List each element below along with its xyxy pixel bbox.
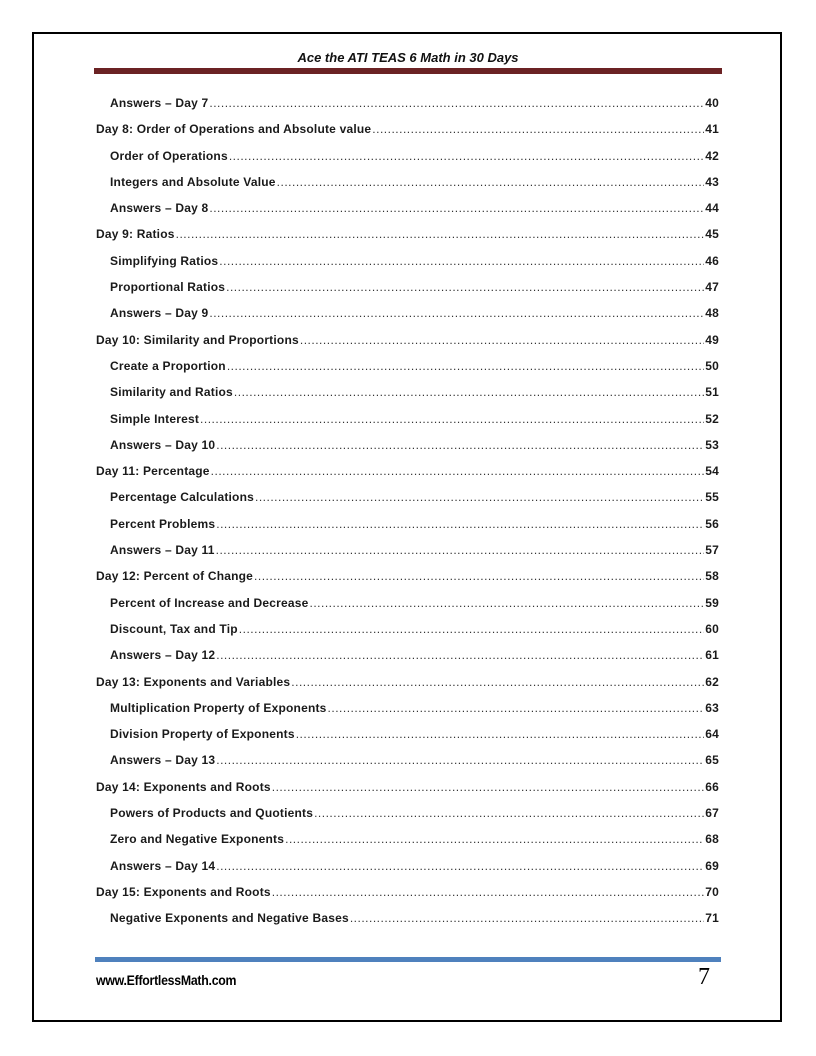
toc-entry-page: 45 <box>705 227 719 242</box>
toc-entry-page: 47 <box>705 280 719 295</box>
toc-entry-title: Percent of Increase and Decrease <box>110 595 309 610</box>
toc-entry-title: Answers – Day 11 <box>110 543 215 558</box>
toc-dot-leader <box>234 385 704 399</box>
toc-section-entry[interactable] <box>96 701 719 727</box>
toc-dot-leader <box>200 412 704 426</box>
table-of-contents <box>96 96 719 938</box>
toc-dot-leader <box>176 227 705 241</box>
toc-chapter-entry[interactable] <box>96 885 719 911</box>
toc-dot-leader <box>285 832 704 846</box>
toc-entry-page: 49 <box>705 332 719 347</box>
toc-entry-page: 64 <box>705 727 719 742</box>
toc-dot-leader <box>219 254 704 268</box>
toc-entry-title: Day 14: Exponents and Roots <box>96 779 271 794</box>
toc-entry-page: 67 <box>705 806 719 821</box>
toc-entry-title: Answers – Day 9 <box>110 306 209 321</box>
toc-section-entry[interactable] <box>96 306 719 332</box>
toc-section-entry[interactable] <box>96 149 719 175</box>
toc-dot-leader <box>296 727 705 741</box>
toc-dot-leader <box>229 149 704 163</box>
toc-section-entry[interactable] <box>96 543 719 569</box>
toc-dot-leader <box>277 175 705 189</box>
toc-section-entry[interactable] <box>96 385 719 411</box>
toc-entry-title: Percentage Calculations <box>110 490 254 505</box>
toc-dot-leader <box>216 438 704 452</box>
toc-entry-page: 68 <box>705 832 719 847</box>
toc-dot-leader <box>254 569 704 583</box>
toc-dot-leader <box>216 517 704 531</box>
toc-entry-title: Answers – Day 10 <box>110 437 216 452</box>
toc-entry-page: 44 <box>705 201 719 216</box>
toc-entry-page: 48 <box>705 306 719 321</box>
toc-section-entry[interactable] <box>96 438 719 464</box>
toc-entry-page: 58 <box>705 569 719 584</box>
toc-entry-title: Simplifying Ratios <box>110 253 219 268</box>
toc-dot-leader <box>291 675 704 689</box>
header-divider <box>94 68 722 74</box>
toc-chapter-entry[interactable] <box>96 569 719 595</box>
toc-dot-leader <box>216 648 704 662</box>
toc-dot-leader <box>314 806 704 820</box>
toc-entry-page: 43 <box>705 174 719 189</box>
toc-entry-title: Day 15: Exponents and Roots <box>96 884 271 899</box>
toc-entry-title: Negative Exponents and Negative Bases <box>110 911 349 926</box>
toc-entry-page: 50 <box>705 358 719 373</box>
toc-section-entry[interactable] <box>96 596 719 622</box>
toc-dot-leader <box>216 859 704 873</box>
toc-dot-leader <box>350 911 704 925</box>
toc-entry-page: 62 <box>705 674 719 689</box>
toc-chapter-entry[interactable] <box>96 227 719 253</box>
toc-chapter-entry[interactable] <box>96 333 719 359</box>
toc-dot-leader <box>216 753 704 767</box>
toc-entry-title: Order of Operations <box>110 148 228 163</box>
toc-entry-page: 66 <box>705 779 719 794</box>
toc-entry-page: 70 <box>705 884 719 899</box>
toc-section-entry[interactable] <box>96 175 719 201</box>
toc-dot-leader <box>226 280 704 294</box>
toc-entry-title: Create a Proportion <box>110 358 226 373</box>
toc-entry-page: 59 <box>705 595 719 610</box>
toc-entry-page: 40 <box>705 96 719 110</box>
toc-entry-page: 60 <box>705 621 719 636</box>
toc-section-entry[interactable] <box>96 254 719 280</box>
toc-entry-title: Answers – Day 7 <box>110 96 209 110</box>
toc-section-entry[interactable] <box>96 753 719 779</box>
toc-section-entry[interactable] <box>96 412 719 438</box>
toc-entry-page: 71 <box>705 911 719 926</box>
toc-entry-title: Division Property of Exponents <box>110 727 295 742</box>
toc-entry-page: 55 <box>705 490 719 505</box>
toc-dot-leader <box>209 96 704 110</box>
toc-entry-page: 51 <box>705 385 719 400</box>
toc-entry-title: Day 12: Percent of Change <box>96 569 254 584</box>
toc-entry-title: Answers – Day 13 <box>110 753 216 768</box>
toc-entry-title: Similarity and Ratios <box>110 385 233 400</box>
toc-section-entry[interactable] <box>96 280 719 306</box>
toc-entry-page: 46 <box>705 253 719 268</box>
toc-entry-title: Answers – Day 12 <box>110 648 216 663</box>
toc-entry-page: 52 <box>705 411 719 426</box>
toc-dot-leader <box>272 780 704 794</box>
toc-entry-title: Powers of Products and Quotients <box>110 806 314 821</box>
toc-entry-title: Answers – Day 8 <box>110 201 209 216</box>
toc-section-entry[interactable] <box>96 648 719 674</box>
toc-section-entry[interactable] <box>96 96 719 122</box>
toc-dot-leader <box>255 490 704 504</box>
toc-section-entry[interactable] <box>96 359 719 385</box>
toc-dot-leader <box>239 622 704 636</box>
toc-dot-leader <box>300 333 704 347</box>
toc-entry-page: 63 <box>705 700 719 715</box>
toc-entry-title: Day 10: Similarity and Proportions <box>96 332 299 347</box>
toc-entry-page: 56 <box>705 516 719 531</box>
toc-chapter-entry[interactable] <box>96 675 719 701</box>
toc-entry-title: Integers and Absolute Value <box>110 174 276 189</box>
running-header-title: Ace the ATI TEAS 6 Math in 30 Days <box>297 50 519 65</box>
toc-section-entry[interactable] <box>96 517 719 543</box>
toc-dot-leader <box>209 201 704 215</box>
toc-entry-page: 54 <box>705 464 719 479</box>
footer-website[interactable]: www.EffortlessMath.com <box>96 972 237 988</box>
toc-entry-title: Day 13: Exponents and Variables <box>96 674 291 689</box>
toc-entry-page: 42 <box>705 148 719 163</box>
toc-entry-title: Multiplication Property of Exponents <box>110 700 327 715</box>
toc-entry-title: Discount, Tax and Tip <box>110 621 238 636</box>
toc-section-entry[interactable] <box>96 806 719 832</box>
toc-section-entry[interactable] <box>96 911 719 937</box>
toc-entry-page: 41 <box>705 122 719 137</box>
toc-dot-leader <box>272 885 704 899</box>
toc-entry-title: Day 8: Order of Operations and Absolute value <box>96 122 372 137</box>
page-number: 7 <box>698 964 710 990</box>
toc-dot-leader <box>372 122 704 136</box>
toc-entry-page: 61 <box>705 648 719 663</box>
toc-dot-leader <box>227 359 704 373</box>
toc-section-entry[interactable] <box>96 832 719 858</box>
toc-section-entry[interactable] <box>96 622 719 648</box>
footer-divider <box>95 957 721 962</box>
toc-entry-title: Day 9: Ratios <box>96 227 175 242</box>
toc-entry-title: Day 11: Percentage <box>96 464 210 479</box>
toc-entry-page: 65 <box>705 753 719 768</box>
toc-dot-leader <box>216 543 705 557</box>
toc-dot-leader <box>328 701 705 715</box>
toc-section-entry[interactable] <box>96 727 719 753</box>
toc-entry-page: 57 <box>705 543 719 558</box>
toc-entry-title: Answers – Day 14 <box>110 858 216 873</box>
toc-dot-leader <box>310 596 705 610</box>
toc-entry-title: Zero and Negative Exponents <box>110 832 285 847</box>
toc-chapter-entry[interactable] <box>96 780 719 806</box>
toc-entry-title: Simple Interest <box>110 411 200 426</box>
toc-entry-title: Percent Problems <box>110 516 216 531</box>
toc-entry-title: Proportional Ratios <box>110 280 226 295</box>
toc-chapter-entry[interactable] <box>96 464 719 490</box>
toc-dot-leader <box>211 464 705 478</box>
toc-entry-page: 69 <box>705 858 719 873</box>
toc-section-entry[interactable] <box>96 490 719 516</box>
toc-dot-leader <box>209 306 704 320</box>
toc-section-entry[interactable] <box>96 201 719 227</box>
toc-entry-page: 53 <box>705 437 719 452</box>
toc-section-entry[interactable] <box>96 859 719 885</box>
toc-chapter-entry[interactable] <box>96 122 719 148</box>
